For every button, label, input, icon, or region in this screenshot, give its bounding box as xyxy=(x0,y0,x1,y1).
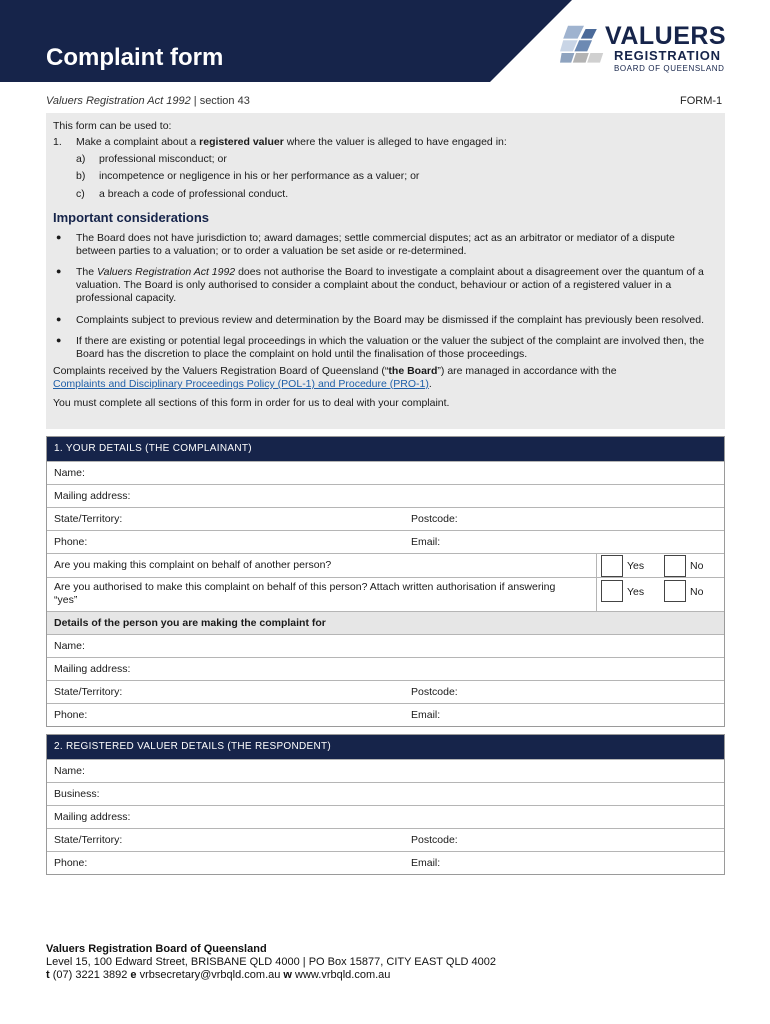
represented-person-heading: Details of the person you are making the complaint for xyxy=(47,611,724,634)
footer-phone: (07) 3221 3892 xyxy=(49,969,131,981)
field-label: State/Territory: xyxy=(54,513,123,525)
field-label: Mailing address: xyxy=(54,490,131,502)
footer-email[interactable]: vrbsecretary@vrbqld.com.au xyxy=(136,969,284,981)
email-label: e xyxy=(130,969,137,981)
bullet-text: The Board does not have jurisdiction to; award damages; settle commercial disputes; act as an arbitrator or mediator of a dispute between parties to a valuation; or to order a valuation be set aside or re-determined. xyxy=(76,231,675,257)
consideration-bullet-4 xyxy=(53,335,717,361)
behalf-options xyxy=(596,554,725,577)
item-pre: Make a complaint about a xyxy=(76,136,200,149)
consideration-bullet-3 xyxy=(53,314,717,327)
managed-bold: the Board xyxy=(388,364,438,377)
consideration-bullet-1 xyxy=(53,232,717,258)
subitem-letter: b) xyxy=(76,170,86,183)
field-label: Phone: xyxy=(54,709,88,721)
intro-subitem-b xyxy=(53,170,717,183)
field-label: State/Territory: xyxy=(54,834,123,846)
no-label: No xyxy=(690,560,704,572)
behalf-question-row xyxy=(47,553,724,577)
subitem-text: incompetence or negligence in his or her performance as a valuer; or xyxy=(99,170,420,183)
valuer-name-field[interactable] xyxy=(47,759,724,782)
web-label: w xyxy=(283,969,292,981)
info-panel xyxy=(46,113,725,429)
valuer-business-field[interactable] xyxy=(47,782,724,805)
logo-board: BOARD OF QUEENSLAND xyxy=(614,64,725,73)
item-post: where the valuer is alleged to have engaged in: xyxy=(283,136,507,149)
policy-link[interactable]: Complaints and Disciplinary Proceedings Policy (POL-1) and Procedure (PRO-1) xyxy=(53,378,429,390)
must-complete-note: You must complete all sections of this form in order for us to deal with your complaint. xyxy=(53,397,450,410)
valuers-logo-icon xyxy=(560,18,608,72)
managed-post: ”) are managed in accordance with the xyxy=(437,364,617,377)
authorised-yes-checkbox[interactable] xyxy=(601,580,623,602)
bullet-pre: The xyxy=(76,266,98,279)
valuer-postcode-field[interactable]: Postcode: xyxy=(411,834,458,846)
page-title: Complaint form xyxy=(46,44,224,71)
bullet-icon: ● xyxy=(56,334,62,345)
complainant-name-field[interactable] xyxy=(47,461,724,484)
behalf-no-checkbox[interactable] xyxy=(664,555,686,577)
bullet-italic: Valuers Registration Act 1992 xyxy=(97,266,236,279)
bullet-text: If there are existing or potential legal proceedings in which the valuation or the valuer the subject of the complaint are involved then, the Board has the discretion to place the complaint on hold until the finalisation of those proceedings. xyxy=(76,334,705,360)
behalf-yes-checkbox[interactable] xyxy=(601,555,623,577)
subitem-letter: c) xyxy=(76,187,85,200)
field-label: Mailing address: xyxy=(54,663,131,675)
field-label: Phone: xyxy=(54,536,88,548)
logo-registration: REGISTRATION xyxy=(614,48,721,63)
field-label: Name: xyxy=(54,467,85,479)
person-postcode-field[interactable]: Postcode: xyxy=(411,686,458,698)
authorised-options xyxy=(596,578,725,611)
field-label: Name: xyxy=(54,765,85,777)
footer-contacts xyxy=(46,969,496,982)
intro-subitem-a xyxy=(53,153,717,166)
act-reference xyxy=(46,95,250,107)
item-text xyxy=(76,136,507,149)
bullet-text xyxy=(76,266,717,305)
item-bold: registered valuer xyxy=(199,136,284,149)
act-name: Valuers Registration Act 1992 xyxy=(46,95,191,107)
bullet-post: does not authorise the Board to investigate a complaint about a disagreement over the quantum of a valuation. The Board is only authorised to consider a complaint about the conduct, behaviour or action of a registered valuer in a professional capacity. xyxy=(76,266,704,305)
bullet-icon: ● xyxy=(56,231,62,242)
question-text: Are you making this complaint on behalf of another person? xyxy=(54,559,332,571)
footer-address: Level 15, 100 Edward Street, BRISBANE QLD 4000 | PO Box 15877, CITY EAST QLD 4002 xyxy=(46,956,497,968)
complainant-state-row[interactable] xyxy=(47,507,724,530)
subitem-text: professional misconduct; or xyxy=(99,153,227,166)
policy-end: . xyxy=(428,378,432,390)
valuer-email-field[interactable]: Email: xyxy=(411,857,441,869)
act-section: | section 43 xyxy=(190,95,250,107)
consideration-bullet-2 xyxy=(53,266,717,305)
authorised-no-checkbox[interactable] xyxy=(664,580,686,602)
complainant-phone-row[interactable] xyxy=(47,530,724,553)
person-mailing-field[interactable] xyxy=(47,657,724,680)
complainant-email-field[interactable]: Email: xyxy=(411,536,441,548)
yes-label: Yes xyxy=(627,560,645,572)
person-email-field[interactable]: Email: xyxy=(411,709,441,721)
bullet-text: Complaints subject to previous review and determination by the Board may be dismissed if the complaint has previously been resolved. xyxy=(76,313,704,326)
field-label: State/Territory: xyxy=(54,686,123,698)
intro-item-1 xyxy=(53,136,717,149)
footer-web[interactable]: www.vrbqld.com.au xyxy=(291,969,391,981)
logo-valuers: VALUERS xyxy=(605,22,727,50)
complainant-postcode-field[interactable]: Postcode: xyxy=(411,513,458,525)
section1-heading: 1. YOUR DETAILS (THE COMPLAINANT) xyxy=(47,437,724,461)
section1-table xyxy=(46,436,725,727)
question-text: Are you authorised to make this complaint on behalf of this person? Attach written authorisation if answering “yes” xyxy=(54,581,556,606)
phone-label: t xyxy=(46,969,50,981)
field-label: Mailing address: xyxy=(54,811,131,823)
form-code: FORM-1 xyxy=(680,95,723,107)
managed-statement xyxy=(53,365,717,391)
field-label: Phone: xyxy=(54,857,88,869)
field-label: Name: xyxy=(54,640,85,652)
valuer-mailing-field[interactable] xyxy=(47,805,724,828)
valuer-phone-row[interactable] xyxy=(47,851,724,874)
yes-label: Yes xyxy=(627,586,645,598)
footer xyxy=(46,943,496,982)
complainant-mailing-field[interactable] xyxy=(47,484,724,507)
person-name-field[interactable] xyxy=(47,634,724,657)
intro-lead: This form can be used to: xyxy=(53,120,172,132)
managed-pre: Complaints received by the Valuers Registration Board of Queensland (“ xyxy=(53,364,389,377)
bullet-icon: ● xyxy=(56,313,62,324)
item-number: 1. xyxy=(53,136,62,149)
section2-table xyxy=(46,734,725,875)
subitem-text: a breach a code of professional conduct. xyxy=(99,187,289,200)
authorised-question-row xyxy=(47,577,724,611)
intro-subitem-c xyxy=(53,188,717,201)
considerations-heading: Important considerations xyxy=(53,209,210,225)
subitem-letter: a) xyxy=(76,153,86,166)
person-state-row[interactable] xyxy=(47,680,724,703)
no-label: No xyxy=(690,586,704,598)
field-label: Business: xyxy=(54,788,100,800)
footer-org: Valuers Registration Board of Queensland xyxy=(46,943,267,955)
section2-heading: 2. REGISTERED VALUER DETAILS (THE RESPONDENT) xyxy=(47,735,724,759)
person-phone-row[interactable] xyxy=(47,703,724,726)
valuer-state-row[interactable] xyxy=(47,828,724,851)
bullet-icon: ● xyxy=(56,266,62,277)
